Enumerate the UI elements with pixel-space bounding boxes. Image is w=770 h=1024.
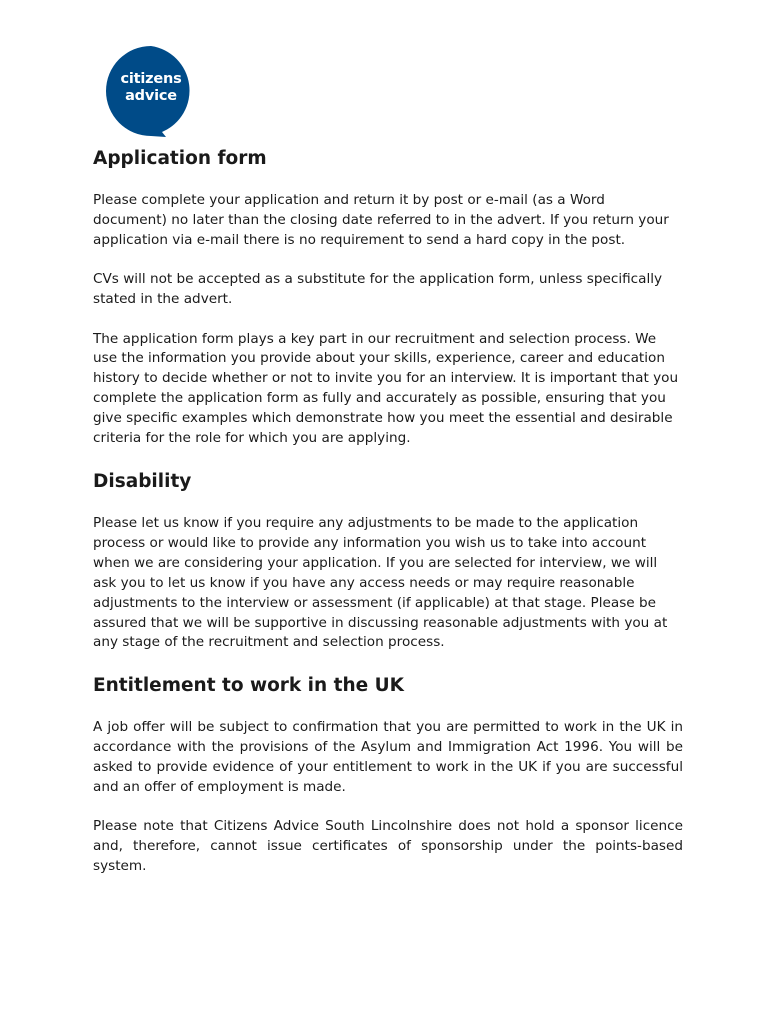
entitlement-paragraph: A job offer will be subject to confirmation that you are permitted to work in the UK in accordance with the provisions of the Asylum and Immigration Act 1996. You will be asked to provide evidence of your entitlement to work in the UK if you are successful and an offer of employment is made. [93,719,683,796]
logo-line-1: citizens [120,71,182,87]
disability-heading: Disability [93,470,192,492]
application-form-paragraph: Please complete your application and return it by post or e-mail (as a Word document) no later than the closing date referred to in the advert. If you return your application via e-mail there is no requirement to send a hard copy in the post. [93,192,669,248]
entitlement-section [93,673,683,877]
disability-section [93,469,683,653]
entitlement-paragraph: Please note that Citizens Advice South Lincolnshire does not hold a sponsor licence and, therefore, cannot issue certificates of sponsorship under the points-based system. [93,818,683,875]
logo-text [106,71,196,105]
entitlement-heading: Entitlement to work in the UK [93,675,404,697]
application-form-paragraph: The application form plays a key part in our recruitment and selection process. We use the information you provide about your skills, experience, career and education history to decide whether or not to invite you for an interview. It is important that you complete the application form as fully and accurately as possible, ensuring that you give specific examples which demonstrate how you meet the essential and desirable criteria for the role for which you are applying. [93,330,679,447]
disability-paragraph: Please let us know if you require any adjustments to be made to the application process or would like to provide any information you wish us to take into account when we are considering your application. If you are selected for interview, we will ask you to let us know if you have any access needs or may require reasonable adjustments to the interview or assessment (if applicable) at that stage. Please be assured that we will be supportive in discussing reasonable adjustments with you at any stage of the recruitment and selection process. [93,514,668,651]
application-form-paragraph: CVs will not be accepted as a substitute for the application form, unless specifically stated in the advert. [93,271,663,308]
citizens-advice-logo [106,46,198,138]
logo-line-2: advice [125,88,177,104]
application-form-section [93,146,683,449]
application-form-heading: Application form [93,148,267,169]
document-body [93,146,683,877]
